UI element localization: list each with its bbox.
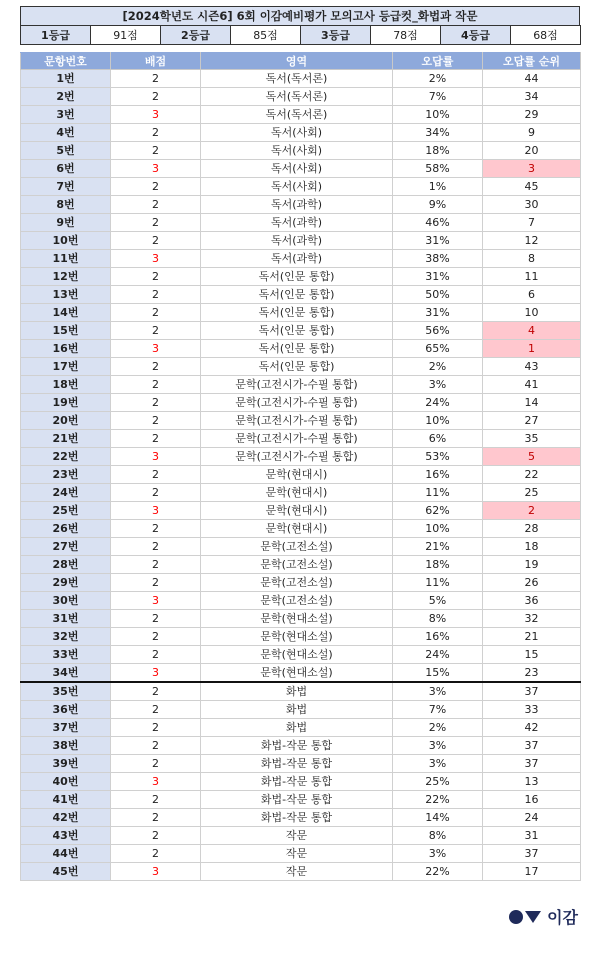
table-row <box>21 412 581 430</box>
cell-points: 3 <box>111 340 201 358</box>
cell-error-rank: 36 <box>483 592 581 610</box>
cell-question-no: 25번 <box>21 502 111 520</box>
table-row <box>21 196 581 214</box>
cell-area: 독서(사회) <box>201 124 393 142</box>
cell-error-rank: 17 <box>483 863 581 881</box>
table-row <box>21 304 581 322</box>
table-row <box>21 268 581 286</box>
logo-text: 이감 <box>547 908 578 927</box>
cell-question-no: 30번 <box>21 592 111 610</box>
cell-area: 문학(현대소설) <box>201 628 393 646</box>
cell-question-no: 17번 <box>21 358 111 376</box>
cell-error-rank: 25 <box>483 484 581 502</box>
cell-area: 독서(사회) <box>201 142 393 160</box>
table-row <box>21 286 581 304</box>
cell-error-rank: 21 <box>483 628 581 646</box>
cell-area: 독서(과학) <box>201 232 393 250</box>
cell-points: 2 <box>111 322 201 340</box>
cell-error-rank: 1 <box>483 340 581 358</box>
cell-question-no: 32번 <box>21 628 111 646</box>
cell-error-rate: 3% <box>393 682 483 701</box>
cell-points: 2 <box>111 430 201 448</box>
cell-question-no: 44번 <box>21 845 111 863</box>
cell-error-rate: 14% <box>393 809 483 827</box>
cell-points: 2 <box>111 232 201 250</box>
cell-points: 2 <box>111 682 201 701</box>
cell-points: 2 <box>111 484 201 502</box>
cell-error-rank: 33 <box>483 701 581 719</box>
cell-area: 문학(고전소설) <box>201 592 393 610</box>
cell-question-no: 39번 <box>21 755 111 773</box>
cell-error-rate: 1% <box>393 178 483 196</box>
table-row <box>21 538 581 556</box>
cell-points: 2 <box>111 70 201 88</box>
cell-question-no: 21번 <box>21 430 111 448</box>
cell-area: 독서(인문 통합) <box>201 304 393 322</box>
cell-area: 독서(인문 통합) <box>201 286 393 304</box>
cell-question-no: 33번 <box>21 646 111 664</box>
cell-points: 2 <box>111 376 201 394</box>
cell-error-rank: 41 <box>483 376 581 394</box>
cell-error-rank: 23 <box>483 664 581 683</box>
cell-question-no: 1번 <box>21 70 111 88</box>
cell-error-rate: 11% <box>393 574 483 592</box>
cell-error-rate: 31% <box>393 304 483 322</box>
cell-question-no: 6번 <box>21 160 111 178</box>
cell-question-no: 22번 <box>21 448 111 466</box>
header-points: 배점 <box>111 53 201 70</box>
cell-area: 독서(사회) <box>201 178 393 196</box>
cell-area: 화법-작문 통합 <box>201 809 393 827</box>
brand-logo <box>509 905 578 928</box>
cell-error-rate: 11% <box>393 484 483 502</box>
cell-error-rate: 34% <box>393 124 483 142</box>
table-row <box>21 755 581 773</box>
table-row <box>21 70 581 88</box>
table-row <box>21 394 581 412</box>
sheet-title: [2024학년도 시즌6] 6회 이감예비평가 모의고사 등급컷_화법과 작문 <box>20 6 580 25</box>
grade-label: 4등급 <box>441 26 511 45</box>
cell-points: 2 <box>111 628 201 646</box>
cell-question-no: 38번 <box>21 737 111 755</box>
table-row <box>21 628 581 646</box>
grade-score: 91점 <box>91 26 161 45</box>
cell-question-no: 3번 <box>21 106 111 124</box>
cell-area: 문학(현대시) <box>201 466 393 484</box>
table-row <box>21 88 581 106</box>
cell-area: 작문 <box>201 827 393 845</box>
cell-error-rank: 45 <box>483 178 581 196</box>
grade-score: 85점 <box>231 26 301 45</box>
cell-points: 2 <box>111 214 201 232</box>
cell-area: 독서(과학) <box>201 214 393 232</box>
cell-error-rank: 5 <box>483 448 581 466</box>
cell-area: 독서(독서론) <box>201 70 393 88</box>
grade-cut-table <box>20 25 581 45</box>
grade-score: 68점 <box>511 26 581 45</box>
cell-error-rate: 18% <box>393 142 483 160</box>
cell-area: 독서(인문 통합) <box>201 340 393 358</box>
cell-question-no: 40번 <box>21 773 111 791</box>
cell-area: 독서(과학) <box>201 196 393 214</box>
header-question-no: 문항번호 <box>21 53 111 70</box>
cell-error-rate: 10% <box>393 412 483 430</box>
table-row <box>21 214 581 232</box>
table-row <box>21 520 581 538</box>
cell-error-rate: 31% <box>393 268 483 286</box>
cell-error-rate: 22% <box>393 863 483 881</box>
cell-area: 문학(현대소설) <box>201 646 393 664</box>
cell-error-rank: 15 <box>483 646 581 664</box>
cell-area: 문학(고전시가-수필 통합) <box>201 376 393 394</box>
table-row <box>21 178 581 196</box>
cell-error-rank: 18 <box>483 538 581 556</box>
cell-error-rank: 3 <box>483 160 581 178</box>
cell-error-rank: 19 <box>483 556 581 574</box>
cell-error-rate: 53% <box>393 448 483 466</box>
cell-error-rank: 31 <box>483 827 581 845</box>
grade-label: 2등급 <box>161 26 231 45</box>
cell-error-rank: 9 <box>483 124 581 142</box>
cell-error-rate: 24% <box>393 394 483 412</box>
cell-question-no: 16번 <box>21 340 111 358</box>
cell-points: 2 <box>111 809 201 827</box>
cell-area: 독서(과학) <box>201 250 393 268</box>
table-row <box>21 610 581 628</box>
cell-question-no: 13번 <box>21 286 111 304</box>
cell-points: 2 <box>111 358 201 376</box>
cell-area: 독서(독서론) <box>201 106 393 124</box>
cell-error-rate: 31% <box>393 232 483 250</box>
cell-question-no: 31번 <box>21 610 111 628</box>
cell-error-rate: 10% <box>393 106 483 124</box>
cell-points: 2 <box>111 610 201 628</box>
table-row <box>21 250 581 268</box>
cell-question-no: 11번 <box>21 250 111 268</box>
cell-question-no: 43번 <box>21 827 111 845</box>
cell-points: 3 <box>111 250 201 268</box>
cell-error-rate: 38% <box>393 250 483 268</box>
cell-error-rate: 8% <box>393 827 483 845</box>
cell-error-rank: 37 <box>483 737 581 755</box>
cell-points: 2 <box>111 755 201 773</box>
cell-error-rate: 8% <box>393 610 483 628</box>
cell-error-rate: 7% <box>393 88 483 106</box>
cell-points: 3 <box>111 773 201 791</box>
cell-error-rank: 42 <box>483 719 581 737</box>
table-row <box>21 358 581 376</box>
cell-error-rank: 27 <box>483 412 581 430</box>
cell-area: 문학(고전시가-수필 통합) <box>201 430 393 448</box>
cell-error-rate: 24% <box>393 646 483 664</box>
cell-area: 독서(독서론) <box>201 88 393 106</box>
cell-error-rank: 14 <box>483 394 581 412</box>
cell-area: 화법-작문 통합 <box>201 755 393 773</box>
cell-area: 문학(현대소설) <box>201 664 393 683</box>
cell-error-rank: 4 <box>483 322 581 340</box>
cell-question-no: 36번 <box>21 701 111 719</box>
cell-area: 화법-작문 통합 <box>201 791 393 809</box>
table-row <box>21 556 581 574</box>
cell-question-no: 27번 <box>21 538 111 556</box>
cell-points: 2 <box>111 701 201 719</box>
cell-area: 문학(고전소설) <box>201 538 393 556</box>
cell-error-rank: 8 <box>483 250 581 268</box>
cell-points: 2 <box>111 646 201 664</box>
cell-error-rate: 3% <box>393 845 483 863</box>
cell-points: 3 <box>111 502 201 520</box>
cell-error-rate: 2% <box>393 358 483 376</box>
cell-error-rate: 7% <box>393 701 483 719</box>
cell-error-rank: 11 <box>483 268 581 286</box>
cell-error-rate: 22% <box>393 791 483 809</box>
cell-area: 문학(고전시가-수필 통합) <box>201 394 393 412</box>
cell-points: 2 <box>111 88 201 106</box>
cell-question-no: 23번 <box>21 466 111 484</box>
cell-error-rate: 5% <box>393 592 483 610</box>
cell-error-rate: 46% <box>393 214 483 232</box>
grade-cut-row <box>21 26 581 45</box>
cell-error-rank: 29 <box>483 106 581 124</box>
cell-question-no: 42번 <box>21 809 111 827</box>
cell-question-no: 4번 <box>21 124 111 142</box>
table-row <box>21 682 581 701</box>
cell-error-rank: 7 <box>483 214 581 232</box>
cell-area: 문학(고전시가-수필 통합) <box>201 448 393 466</box>
cell-error-rank: 30 <box>483 196 581 214</box>
cell-error-rank: 26 <box>483 574 581 592</box>
cell-question-no: 9번 <box>21 214 111 232</box>
cell-question-no: 37번 <box>21 719 111 737</box>
cell-area: 문학(고전시가-수필 통합) <box>201 412 393 430</box>
table-row <box>21 160 581 178</box>
cell-error-rank: 13 <box>483 773 581 791</box>
grade-label: 3등급 <box>301 26 371 45</box>
cell-area: 화법-작문 통합 <box>201 773 393 791</box>
cell-area: 문학(현대소설) <box>201 610 393 628</box>
table-row <box>21 232 581 250</box>
table-body <box>21 70 581 881</box>
cell-area: 독서(인문 통합) <box>201 322 393 340</box>
cell-area: 문학(현대시) <box>201 502 393 520</box>
cell-points: 2 <box>111 791 201 809</box>
cell-question-no: 29번 <box>21 574 111 592</box>
cell-points: 2 <box>111 178 201 196</box>
cell-points: 3 <box>111 592 201 610</box>
logo-dot-icon <box>509 910 523 924</box>
cell-error-rate: 16% <box>393 628 483 646</box>
cell-points: 2 <box>111 142 201 160</box>
cell-question-no: 41번 <box>21 791 111 809</box>
cell-error-rate: 50% <box>393 286 483 304</box>
table-row <box>21 773 581 791</box>
cell-area: 독서(인문 통합) <box>201 268 393 286</box>
cell-area: 독서(사회) <box>201 160 393 178</box>
table-row <box>21 719 581 737</box>
cell-error-rate: 3% <box>393 755 483 773</box>
cell-points: 2 <box>111 304 201 322</box>
grade-label: 1등급 <box>21 26 91 45</box>
cell-error-rate: 15% <box>393 664 483 683</box>
cell-question-no: 10번 <box>21 232 111 250</box>
cell-area: 문학(고전소설) <box>201 574 393 592</box>
cell-error-rank: 12 <box>483 232 581 250</box>
cell-question-no: 14번 <box>21 304 111 322</box>
cell-error-rate: 16% <box>393 466 483 484</box>
cell-error-rank: 37 <box>483 755 581 773</box>
cell-error-rate: 2% <box>393 719 483 737</box>
cell-area: 문학(현대시) <box>201 484 393 502</box>
cell-error-rate: 3% <box>393 737 483 755</box>
table-row <box>21 664 581 683</box>
cell-error-rank: 20 <box>483 142 581 160</box>
table-row <box>21 376 581 394</box>
cell-error-rank: 32 <box>483 610 581 628</box>
cell-error-rank: 28 <box>483 520 581 538</box>
cell-question-no: 18번 <box>21 376 111 394</box>
cell-question-no: 24번 <box>21 484 111 502</box>
cell-question-no: 5번 <box>21 142 111 160</box>
cell-question-no: 2번 <box>21 88 111 106</box>
cell-points: 3 <box>111 160 201 178</box>
cell-area: 화법-작문 통합 <box>201 737 393 755</box>
header-area: 영역 <box>201 53 393 70</box>
cell-error-rate: 18% <box>393 556 483 574</box>
cell-points: 2 <box>111 719 201 737</box>
cell-area: 화법 <box>201 701 393 719</box>
table-row <box>21 430 581 448</box>
cell-error-rate: 25% <box>393 773 483 791</box>
table-row <box>21 827 581 845</box>
cell-question-no: 8번 <box>21 196 111 214</box>
grade-score: 78점 <box>371 26 441 45</box>
table-row <box>21 845 581 863</box>
cell-question-no: 28번 <box>21 556 111 574</box>
cell-area: 화법 <box>201 719 393 737</box>
cell-points: 3 <box>111 106 201 124</box>
cell-points: 3 <box>111 664 201 683</box>
cell-error-rate: 65% <box>393 340 483 358</box>
cell-question-no: 26번 <box>21 520 111 538</box>
cell-error-rank: 37 <box>483 682 581 701</box>
cell-points: 2 <box>111 394 201 412</box>
table-row <box>21 142 581 160</box>
table-row <box>21 646 581 664</box>
cell-question-no: 19번 <box>21 394 111 412</box>
table-row <box>21 737 581 755</box>
cell-question-no: 20번 <box>21 412 111 430</box>
table-row <box>21 574 581 592</box>
cell-error-rank: 16 <box>483 791 581 809</box>
table-row <box>21 701 581 719</box>
cell-points: 2 <box>111 538 201 556</box>
cell-points: 2 <box>111 196 201 214</box>
cell-error-rank: 24 <box>483 809 581 827</box>
table-row <box>21 484 581 502</box>
cell-error-rank: 37 <box>483 845 581 863</box>
table-row <box>21 809 581 827</box>
table-row <box>21 340 581 358</box>
cell-error-rank: 22 <box>483 466 581 484</box>
cell-area: 작문 <box>201 863 393 881</box>
cell-error-rate: 6% <box>393 430 483 448</box>
cell-area: 화법 <box>201 682 393 701</box>
cell-area: 독서(인문 통합) <box>201 358 393 376</box>
header-error-rank: 오답률 순위 <box>483 53 581 70</box>
cell-error-rank: 10 <box>483 304 581 322</box>
logo-triangle-icon <box>525 911 541 923</box>
cell-area: 문학(고전소설) <box>201 556 393 574</box>
cell-error-rate: 62% <box>393 502 483 520</box>
cell-points: 2 <box>111 574 201 592</box>
cell-question-no: 7번 <box>21 178 111 196</box>
cell-error-rate: 3% <box>393 376 483 394</box>
cell-error-rank: 6 <box>483 286 581 304</box>
cell-error-rate: 9% <box>393 196 483 214</box>
table-row <box>21 791 581 809</box>
table-header-row <box>21 53 581 70</box>
cell-points: 2 <box>111 556 201 574</box>
header-error-rate: 오답률 <box>393 53 483 70</box>
table-row <box>21 502 581 520</box>
cell-error-rate: 56% <box>393 322 483 340</box>
cell-points: 2 <box>111 520 201 538</box>
cell-points: 2 <box>111 845 201 863</box>
table-row <box>21 448 581 466</box>
cell-area: 작문 <box>201 845 393 863</box>
cell-question-no: 12번 <box>21 268 111 286</box>
cell-points: 2 <box>111 268 201 286</box>
table-row <box>21 863 581 881</box>
cell-points: 2 <box>111 412 201 430</box>
sheet <box>20 6 580 881</box>
cell-error-rate: 58% <box>393 160 483 178</box>
cell-error-rank: 34 <box>483 88 581 106</box>
cell-points: 2 <box>111 124 201 142</box>
cell-points: 2 <box>111 827 201 845</box>
cell-question-no: 15번 <box>21 322 111 340</box>
cell-error-rank: 43 <box>483 358 581 376</box>
cell-points: 3 <box>111 448 201 466</box>
cell-error-rank: 35 <box>483 430 581 448</box>
table-row <box>21 466 581 484</box>
cell-points: 2 <box>111 737 201 755</box>
cell-points: 2 <box>111 466 201 484</box>
cell-error-rank: 2 <box>483 502 581 520</box>
cell-question-no: 35번 <box>21 682 111 701</box>
cell-question-no: 34번 <box>21 664 111 683</box>
cell-area: 문학(현대시) <box>201 520 393 538</box>
table-row <box>21 322 581 340</box>
cell-error-rate: 21% <box>393 538 483 556</box>
cell-error-rank: 44 <box>483 70 581 88</box>
table-row <box>21 106 581 124</box>
table-row <box>21 124 581 142</box>
cell-points: 3 <box>111 863 201 881</box>
cell-error-rate: 2% <box>393 70 483 88</box>
cell-points: 2 <box>111 286 201 304</box>
cell-question-no: 45번 <box>21 863 111 881</box>
cell-error-rate: 10% <box>393 520 483 538</box>
table-row <box>21 592 581 610</box>
question-table <box>20 52 581 881</box>
